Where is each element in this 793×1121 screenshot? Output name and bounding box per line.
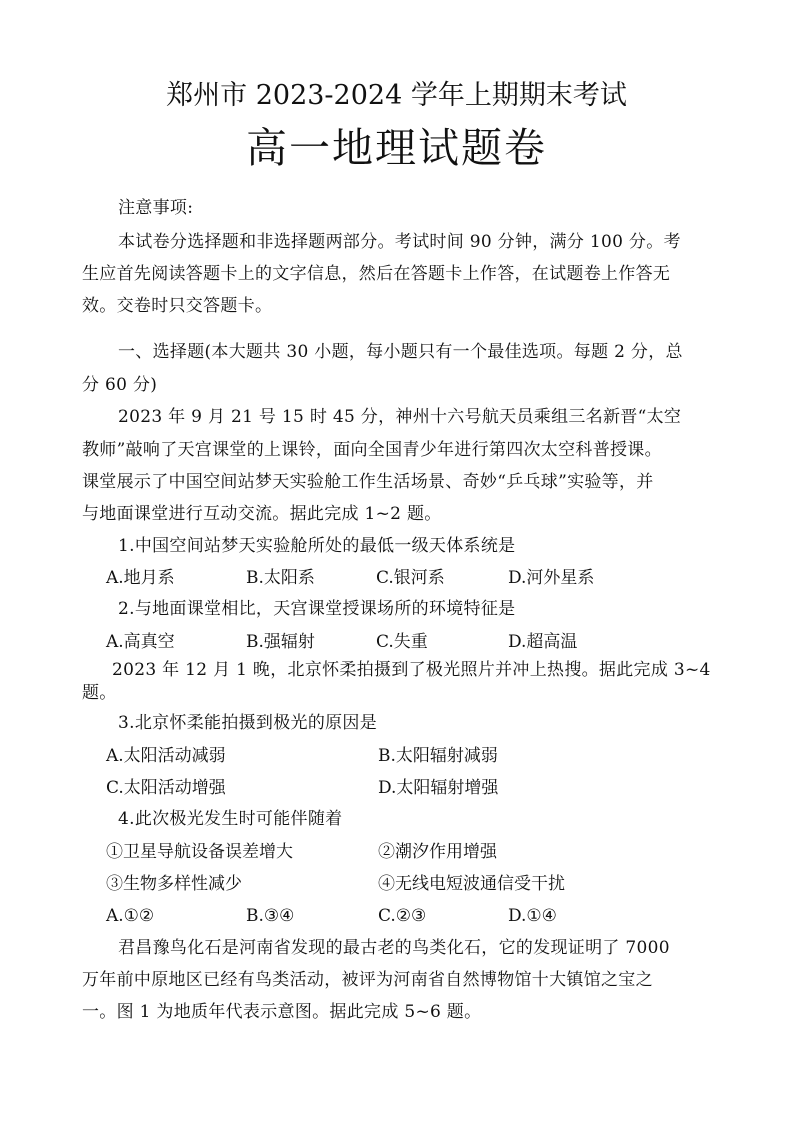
- passage-line: 2023 年 12 月 1 晚，北京怀柔拍摄到了极光照片并冲上热搜。据此完成 3~4: [112, 660, 711, 680]
- statement-item: ①卫星导航设备误差增大: [106, 842, 293, 862]
- option-a: A.太阳活动减弱: [106, 746, 226, 766]
- exam-title-line2: 高一地理试题卷: [246, 124, 547, 172]
- option-c: C.失重: [376, 632, 428, 652]
- option-a: A.地月系: [106, 568, 175, 588]
- option-d: D.太阳辐射增强: [378, 778, 499, 798]
- question-stem: 4.此次极光发生时可能伴随着: [118, 809, 343, 829]
- section-heading-line: 分 60 分): [82, 375, 158, 395]
- option-d: D.河外星系: [508, 568, 595, 588]
- section-heading-line: 一、选择题(本大题共 30 小题，每小题只有一个最佳选项。每题 2 分，总: [118, 342, 683, 362]
- passage-line: 教师”敲响了天宫课堂的上课铃，面向全国青少年进行第四次太空科普授课。: [82, 440, 662, 460]
- exam-title-line1: 郑州市 2023-2024 学年上期期末考试: [166, 80, 627, 111]
- option-c: C.②③: [378, 906, 427, 926]
- passage-line: 与地面课堂进行互动交流。据此完成 1~2 题。: [82, 504, 442, 524]
- option-b: B.太阳辐射减弱: [378, 746, 498, 766]
- passage-line: 课堂展示了中国空间站梦天实验舱工作生活场景、奇妙“乒乓球”实验等，并: [82, 472, 654, 492]
- option-a: A.高真空: [106, 632, 175, 652]
- passage-line: 2023 年 9 月 21 号 15 时 45 分，神州十六号航天员乘组三名新晋“太空: [118, 407, 682, 427]
- passage-line: 题。: [82, 683, 117, 703]
- passage-line: 一。图 1 为地质年代表示意图。据此完成 5~6 题。: [82, 1002, 482, 1022]
- question-stem: 1.中国空间站梦天实验舱所处的最低一级天体系统是: [118, 536, 516, 556]
- question-stem: 3.北京怀柔能拍摄到极光的原因是: [118, 713, 378, 733]
- option-b: B.太阳系: [246, 568, 315, 588]
- statement-item: ③生物多样性减少: [106, 874, 242, 894]
- option-d: D.①④: [508, 906, 557, 926]
- option-c: C.银河系: [376, 568, 445, 588]
- notice-heading: 注意事项:: [118, 198, 194, 218]
- question-stem: 2.与地面课堂相比，天宫课堂授课场所的环境特征是: [118, 599, 516, 619]
- notice-line: 生应首先阅读答题卡上的文字信息，然后在答题卡上作答，在试题卷上作答无: [82, 264, 671, 284]
- statement-item: ②潮汐作用增强: [378, 842, 497, 862]
- option-c: C.太阳活动增强: [106, 778, 226, 798]
- option-d: D.超高温: [508, 632, 578, 652]
- passage-line: 君昌豫鸟化石是河南省发现的最古老的鸟类化石，它的发现证明了 7000: [118, 938, 670, 958]
- option-a: A.①②: [106, 906, 155, 926]
- statement-item: ④无线电短波通信受干扰: [378, 874, 565, 894]
- passage-line: 万年前中原地区已经有鸟类活动，被评为河南省自然博物馆十大镇馆之宝之: [82, 970, 653, 990]
- notice-line: 效。交卷时只交答题卡。: [82, 296, 273, 316]
- notice-line: 本试卷分选择题和非选择题两部分。考试时间 90 分钟，满分 100 分。考: [118, 232, 681, 252]
- option-b: B.③④: [246, 906, 295, 926]
- option-b: B.强辐射: [246, 632, 315, 652]
